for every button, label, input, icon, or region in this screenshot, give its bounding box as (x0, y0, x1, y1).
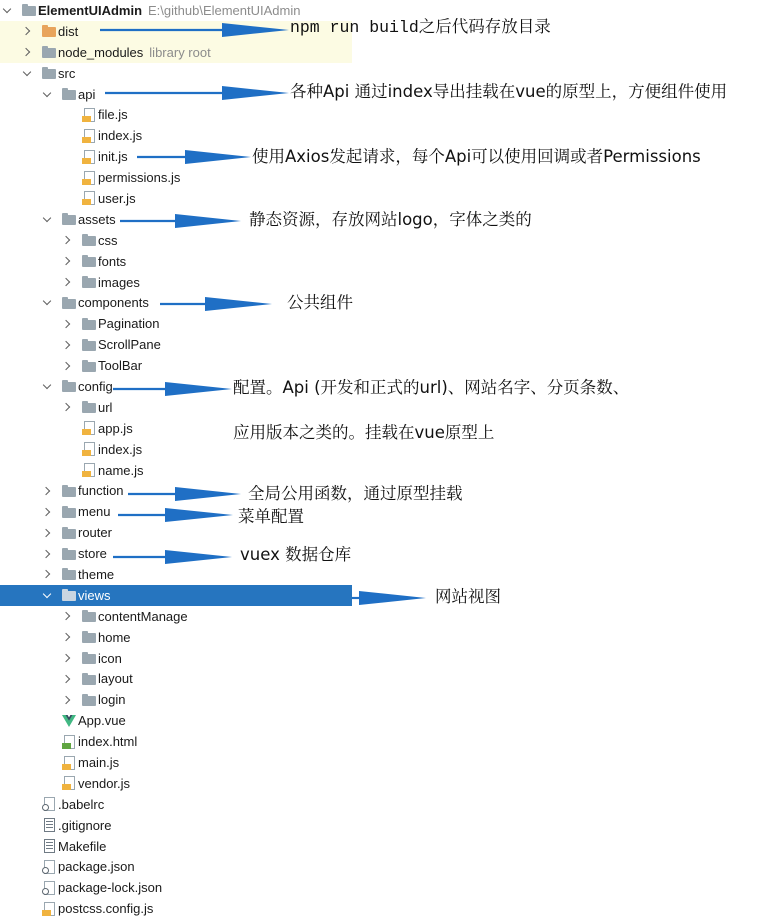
tree-node-package-lock-json[interactable] (0, 877, 352, 898)
chevron-right-icon[interactable] (61, 276, 73, 288)
chevron-down-icon[interactable] (41, 380, 53, 392)
node-label: api (78, 86, 96, 102)
node-label: src (58, 65, 76, 81)
js-file-icon (81, 441, 97, 457)
config-file-icon (41, 880, 57, 896)
node-label: url (98, 399, 113, 415)
tree-node-views-contentmanage[interactable] (0, 606, 352, 627)
js-file-icon (61, 755, 77, 771)
tree-node-components-toolbar[interactable] (0, 355, 352, 376)
tree-node-views-icon[interactable] (0, 648, 352, 669)
chevron-right-icon[interactable] (61, 610, 73, 622)
project-tree (0, 0, 352, 919)
folder-icon (81, 692, 97, 708)
node-label: components (78, 295, 149, 311)
node-label: vendor.js (78, 775, 131, 791)
node-label: index.html (78, 734, 138, 750)
vue-file-icon (61, 713, 77, 729)
chevron-down-icon[interactable] (41, 589, 53, 601)
js-file-icon (81, 149, 97, 165)
chevron-right-icon[interactable] (21, 46, 33, 58)
folder-icon (61, 378, 77, 394)
annotation-function: 全局公用函数，通过原型挂载 (248, 484, 463, 503)
node-label: css (98, 232, 118, 248)
tree-node-api-permissions-js[interactable] (0, 167, 352, 188)
arrow-views (352, 591, 426, 605)
folder-icon (81, 608, 97, 624)
excluded-folder-icon (41, 23, 57, 39)
tree-node-makefile[interactable] (0, 836, 352, 857)
js-file-icon (41, 901, 57, 917)
folder-icon (81, 399, 97, 415)
annotation-store: vuex 数据仓库 (240, 545, 352, 564)
node-label: index.js (98, 441, 143, 457)
annotation-api: 各种Api 通过index导出挂载在vue的原型上，方便组件使用 (290, 82, 728, 101)
project-path: E:\github\ElementUIAdmin (148, 2, 301, 18)
node-label: package-lock.json (58, 880, 163, 896)
node-label: assets (78, 211, 116, 227)
js-file-icon (81, 107, 97, 123)
chevron-down-icon[interactable] (1, 4, 13, 16)
tree-node-babelrc[interactable] (0, 794, 352, 815)
chevron-right-icon[interactable] (41, 506, 53, 518)
node-label: config (78, 378, 113, 394)
chevron-right-icon[interactable] (41, 548, 53, 560)
annotation-views: 网站视图 (435, 587, 501, 606)
annotation-dist: npm run build之后代码存放目录 (290, 18, 551, 37)
tree-node-gitignore[interactable] (0, 815, 352, 836)
tree-node-api-file-js[interactable] (0, 104, 352, 125)
tree-node-config-name-js[interactable] (0, 460, 352, 481)
tree-node-views-login[interactable] (0, 689, 352, 710)
folder-icon (61, 587, 77, 603)
node-label: app.js (98, 420, 133, 436)
node-label: App.vue (78, 713, 126, 729)
folder-icon (61, 86, 77, 102)
node-label: theme (78, 566, 115, 582)
tree-node-assets-fonts[interactable] (0, 251, 352, 272)
chevron-right-icon[interactable] (61, 652, 73, 664)
folder-icon (61, 295, 77, 311)
folder-icon (21, 2, 37, 18)
node-label: views (78, 587, 111, 603)
tree-node-theme[interactable] (0, 564, 352, 585)
folder-icon (81, 629, 97, 645)
chevron-right-icon[interactable] (61, 673, 73, 685)
node-label: init.js (98, 149, 128, 165)
node-label: function (78, 483, 124, 499)
tree-node-assets-css[interactable] (0, 230, 352, 251)
tree-node-index-html[interactable] (0, 731, 352, 752)
chevron-down-icon[interactable] (41, 213, 53, 225)
tree-node-package-json[interactable] (0, 857, 352, 878)
tree-node-views[interactable] (0, 585, 352, 606)
chevron-right-icon[interactable] (61, 360, 73, 372)
folder-icon (61, 483, 77, 499)
annotation-config-line-1: 配置。Api (开发和正式的url)、网站名字、分页条数、 (233, 378, 630, 397)
node-label: main.js (78, 755, 120, 770)
node-label: .gitignore (58, 817, 112, 833)
node-label: contentManage (98, 608, 188, 624)
annotation-menu: 菜单配置 (238, 507, 304, 526)
node-label: login (98, 692, 126, 708)
text-file-icon (41, 838, 57, 854)
folder-icon (81, 253, 97, 269)
chevron-right-icon[interactable] (61, 234, 73, 246)
folder-icon (61, 566, 77, 582)
tree-node-views-layout[interactable] (0, 669, 352, 690)
node-label: node_modules (58, 44, 144, 60)
chevron-down-icon[interactable] (41, 297, 53, 309)
folder-icon (81, 671, 97, 687)
annotation-components: 公共组件 (287, 293, 353, 312)
node-label: Makefile (58, 838, 107, 854)
folder-icon (41, 44, 57, 60)
node-label: dist (58, 23, 79, 39)
folder-icon (81, 316, 97, 332)
folder-icon (61, 504, 77, 520)
folder-icon (81, 650, 97, 666)
js-file-icon (61, 775, 77, 791)
node-label: permissions.js (98, 170, 181, 186)
node-label: home (98, 629, 131, 645)
node-label: package.json (58, 859, 135, 875)
tree-node-config-url[interactable] (0, 397, 352, 418)
tree-node-api-user-js[interactable] (0, 188, 352, 209)
node-label: fonts (98, 253, 127, 269)
chevron-right-icon[interactable] (41, 527, 53, 539)
node-label: user.js (98, 190, 136, 206)
node-label: file.js (98, 107, 128, 123)
folder-icon (81, 337, 97, 353)
tree-node-vendor-js[interactable] (0, 773, 352, 794)
folder-icon (81, 232, 97, 248)
chevron-right-icon[interactable] (61, 631, 73, 643)
folder-icon (61, 546, 77, 562)
chevron-right-icon[interactable] (41, 568, 53, 580)
library-root-note: library root (149, 44, 211, 60)
tree-node-main-js[interactable] (0, 752, 352, 773)
chevron-right-icon[interactable] (61, 255, 73, 267)
config-file-icon (41, 859, 57, 875)
folder-icon (61, 525, 77, 541)
annotation-init-js: 使用Axios发起请求，每个Api可以使用回调或者Permissions (252, 147, 701, 166)
folder-icon (41, 65, 57, 81)
node-label: postcss.config.js (58, 901, 154, 917)
tree-node-components-scrollpane[interactable] (0, 334, 352, 355)
annotation-assets: 静态资源，存放网站logo，字体之类的 (249, 210, 532, 229)
tree-node-assets-images[interactable] (0, 272, 352, 293)
js-file-icon (81, 420, 97, 436)
chevron-right-icon[interactable] (61, 694, 73, 706)
folder-icon (81, 274, 97, 290)
node-label: ToolBar (98, 358, 143, 374)
chevron-right-icon[interactable] (21, 25, 33, 37)
tree-node-components-pagination[interactable] (0, 313, 352, 334)
node-label: images (98, 274, 140, 290)
tree-node-node-modules[interactable] (0, 42, 352, 63)
node-label: ScrollPane (98, 337, 161, 353)
project-name: ElementUIAdmin (38, 2, 143, 18)
node-label: icon (98, 650, 122, 666)
annotation-config-line-2: 应用版本之类的。挂载在vue原型上 (233, 423, 495, 442)
folder-icon (61, 211, 77, 227)
tree-node-api-index-js[interactable] (0, 125, 352, 146)
tree-node-app-vue[interactable] (0, 710, 352, 731)
node-label: index.js (98, 128, 143, 144)
tree-node-postcss-config-js[interactable] (0, 898, 352, 919)
node-label: name.js (98, 462, 144, 478)
folder-icon (81, 358, 97, 374)
node-label: layout (98, 671, 133, 687)
node-label: store (78, 546, 107, 562)
js-file-icon (81, 462, 97, 478)
js-file-icon (81, 128, 97, 144)
node-label: router (78, 525, 112, 541)
tree-node-views-home[interactable] (0, 627, 352, 648)
html-file-icon (61, 734, 77, 750)
chevron-right-icon[interactable] (41, 485, 53, 497)
config-file-icon (41, 796, 57, 812)
node-label: menu (78, 504, 111, 520)
chevron-right-icon[interactable] (61, 339, 73, 351)
js-file-icon (81, 190, 97, 206)
js-file-icon (81, 170, 97, 186)
chevron-right-icon[interactable] (61, 318, 73, 330)
node-label: Pagination (98, 316, 160, 332)
chevron-right-icon[interactable] (61, 401, 73, 413)
text-file-icon (41, 817, 57, 833)
chevron-down-icon[interactable] (21, 67, 33, 79)
node-label: .babelrc (58, 796, 105, 812)
chevron-down-icon[interactable] (41, 88, 53, 100)
